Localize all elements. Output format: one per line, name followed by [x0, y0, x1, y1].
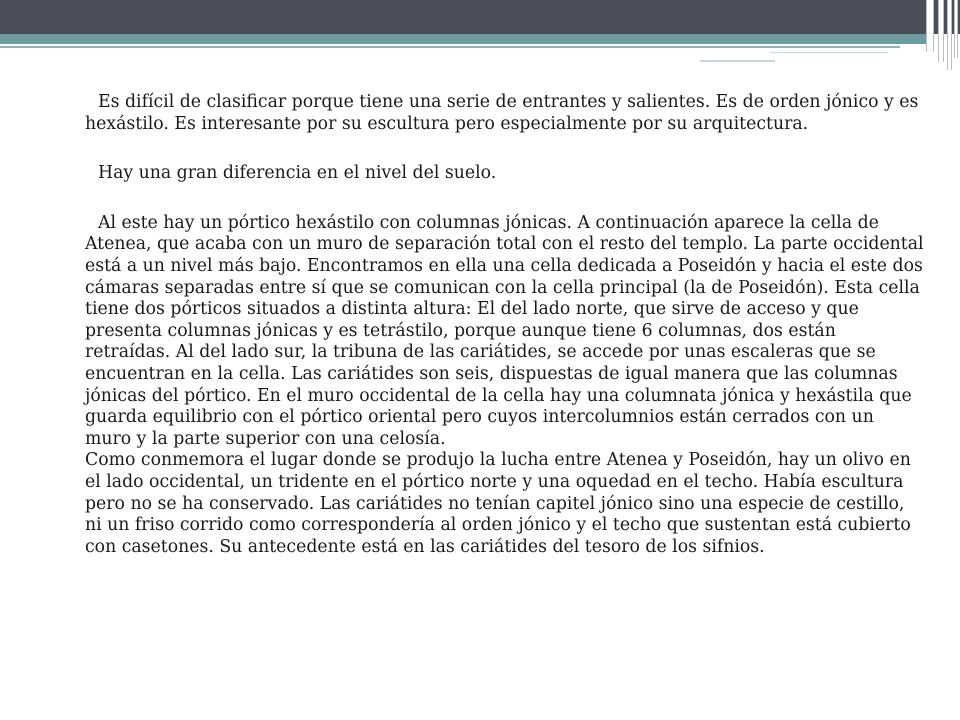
header-highlight-line [770, 49, 888, 53]
header-band [0, 0, 960, 34]
corner-stripe [926, 0, 934, 52]
paragraph-structure: Al este hay un pórtico hexástilo con columnas jónicas. A continuación aparece la cella de Atenea, que acaba con un muro de separación total con el resto del templo. La parte occidental está a un nivel más bajo. Encontramos en ella una cella dedicada a Poseidón y hacia el este dos cámaras separadas entre sí que se comunican con la cella principal (la de Poseidón). Esta cella tiene dos pórticos situados a distinta altura: El del lado norte, que sirve de acceso y que presenta columnas jónicas y es tetrástilo, porque aunque tiene 6 columnas, dos están retraídas. Al del lado sur, la tribuna de las cariátides, se accede por unas escaleras que se encuentran en la cella. Las cariátides son seis, dispuestas de igual manera que las columnas jónicas del pórtico. En el muro occidental de la cella hay una columnata jónica y hexástila que guarda equilibrio con el pórtico oriental pero cuyos intercolumnios están cerrados con un muro y la parte superior con una celosía. [85, 212, 924, 449]
corner-stripe [947, 0, 952, 70]
corner-stripe [954, 0, 958, 58]
header-accent-line [0, 46, 900, 48]
paragraph-classification: Es difícil de clasificar porque tiene una serie de entrantes y salientes. Es de orden jónico y es hexástilo. Es interesante por su escultura pero especialmente por su arquitectura. [85, 92, 919, 134]
corner-stripe [938, 0, 944, 62]
paragraph-floor-level: Hay una gran diferencia en el nivel del suelo. [98, 163, 497, 184]
header-accent-band [0, 34, 930, 44]
header-highlight-line-small [700, 60, 775, 62]
slide-body [85, 92, 925, 558]
paragraph-commemoration: Como conmemora el lugar donde se produjo la lucha entre Atenea y Poseidón, hay un olivo en el lado occidental, un tridente en el pórtico norte y una oquedad en el techo. Había escultura pero no se ha conservado. Las cariátides no tenían capitel jónico sino una especie de cestillo, ni un friso corrido como correspondería al orden jónico y el techo que sustentan está cubierto con casetones. Su antecedente está en las cariátides del tesoro de los sifnios. [85, 450, 911, 557]
